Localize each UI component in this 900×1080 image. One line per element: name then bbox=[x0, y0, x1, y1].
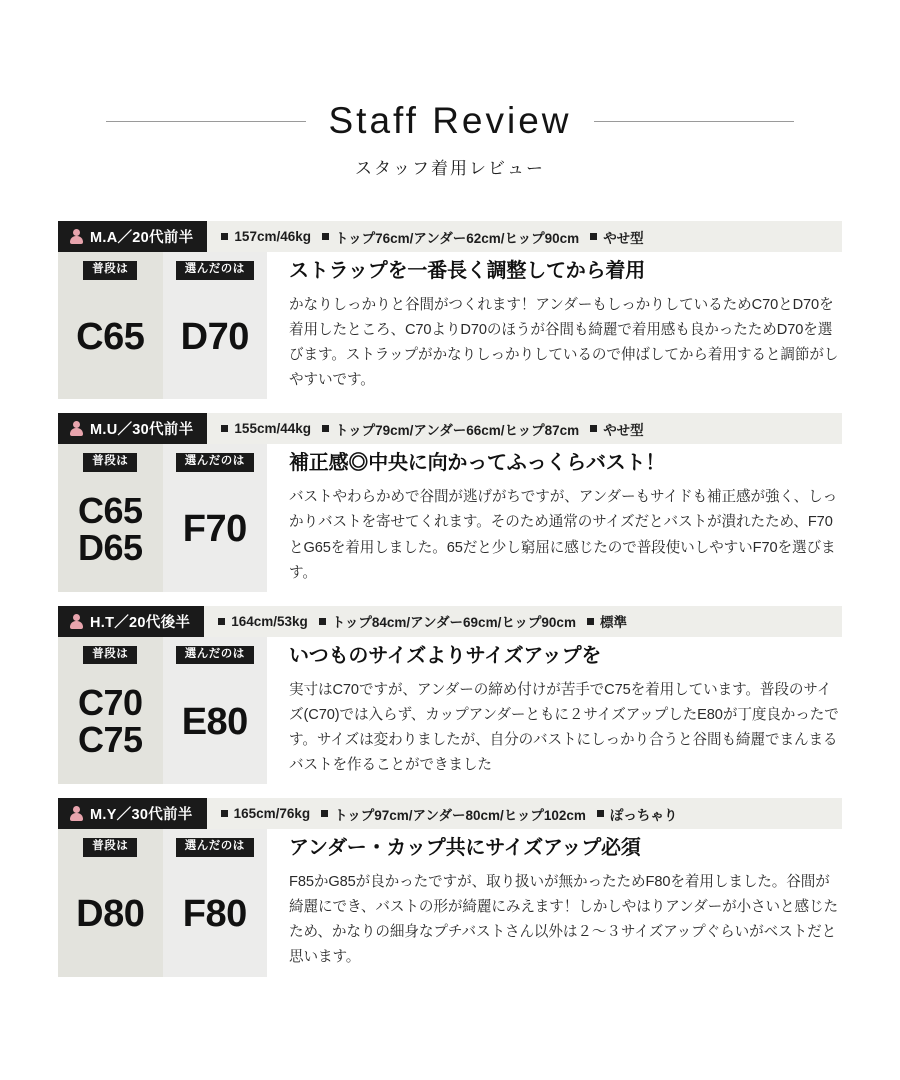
chosen-size-column bbox=[163, 252, 268, 399]
usual-size-column bbox=[58, 444, 163, 591]
title-rule-right bbox=[594, 121, 794, 122]
review-headline: いつものサイズよりサイズアップを bbox=[289, 644, 602, 667]
review-text: バストやわらかめで谷間が逃げがちですが、アンダーもサイドも補正感が強く、しっかりバストを寄せてくれます。そのため通常のサイズだとバストが潰れたため、F70とG65を着用しました。65だと少し窮屈に感じたので普段使いしやすいF70を選びます。 bbox=[289, 489, 838, 581]
chosen-size-column bbox=[163, 829, 268, 976]
reviewer-stat-text: 164cm/53kg bbox=[231, 613, 308, 629]
chosen-size-value: E80 bbox=[181, 700, 248, 743]
usual-size-label: 普段は bbox=[83, 261, 137, 280]
reviewer-name: M.A／20代前半 bbox=[90, 230, 194, 246]
usual-size-value: D80 bbox=[76, 893, 145, 936]
review-meta-bar bbox=[58, 798, 842, 829]
usual-size-label: 普段は bbox=[83, 838, 137, 857]
review-body bbox=[58, 829, 842, 976]
reviewer-name-chip bbox=[58, 606, 204, 637]
review-text-column bbox=[267, 252, 842, 399]
review-meta-bar bbox=[58, 221, 842, 252]
person-icon bbox=[70, 806, 83, 821]
reviewer-stat-text: 155cm/44kg bbox=[234, 421, 311, 437]
reviewer-name: M.U／30代前半 bbox=[90, 422, 194, 439]
reviewer-stat-item bbox=[319, 611, 576, 631]
review-text-column bbox=[267, 637, 842, 784]
chosen-size-value: F70 bbox=[182, 508, 247, 551]
reviewer-stat-item bbox=[597, 804, 678, 824]
page-subtitle: スタッフ着用レビュー bbox=[355, 159, 545, 178]
reviewer-stat-text: トップ79cm/アンダー66cm/ヒップ87cm bbox=[334, 422, 580, 438]
title-rule-left bbox=[106, 121, 306, 122]
reviewer-stats bbox=[207, 221, 842, 252]
review-text: F85かG85が良かったですが、取り扱いが無かったためF80を着用しました。谷間が綺麗にでき、バストの形が綺麗にみえます！しかしやはりアンダーが小さいと感じたため、かなりの細身なプチバストさん以外は２〜３サイズアップぐらいがベストだと思います。 bbox=[289, 874, 839, 966]
reviewer-stat-item bbox=[321, 804, 586, 824]
reviewer-stat-text: トップ76cm/アンダー62cm/ヒップ90cm bbox=[334, 230, 580, 246]
review-meta-bar bbox=[58, 606, 842, 637]
reviewer-stat-text: 標準 bbox=[599, 615, 627, 631]
reviewer-stats bbox=[207, 413, 842, 444]
bullet-square-icon bbox=[321, 810, 328, 817]
reviewer-stats bbox=[207, 798, 842, 829]
person-icon bbox=[70, 229, 83, 244]
bullet-square-icon bbox=[319, 618, 326, 625]
review-body bbox=[58, 252, 842, 399]
reviewer-name-chip bbox=[58, 413, 207, 444]
bullet-square-icon bbox=[221, 425, 228, 432]
review-text-column bbox=[267, 829, 842, 976]
review-list bbox=[58, 221, 842, 977]
reviewer-stat-text: やせ型 bbox=[603, 422, 644, 438]
review-body bbox=[58, 444, 842, 591]
usual-size-label: 普段は bbox=[83, 453, 137, 472]
chosen-size-column bbox=[163, 444, 268, 591]
bullet-square-icon bbox=[590, 425, 597, 432]
person-icon bbox=[70, 421, 83, 436]
usual-size-label: 普段は bbox=[83, 646, 137, 665]
chosen-size-value: F80 bbox=[182, 893, 247, 936]
usual-size-column bbox=[58, 829, 163, 976]
usual-size-value: C70 C75 bbox=[77, 682, 143, 761]
review-text: 実寸はC70ですが、アンダーの締め付けが苦手でC75を着用しています。普段のサイズ(C70)では入らず、カップアンダーともに２サイズアップしたE80が丁度良かったです。サイズは変わりましたが、自分のバストにしっかり合うと谷間も綺麗でまんまるバストを作ることができました bbox=[289, 681, 839, 774]
size-comparison bbox=[58, 444, 267, 591]
reviewer-stat-text: 157cm/46kg bbox=[234, 229, 311, 244]
bullet-square-icon bbox=[590, 233, 597, 240]
usual-size-value: C65 bbox=[76, 316, 145, 359]
chosen-size-column bbox=[163, 637, 268, 784]
chosen-size-label: 選んだのは bbox=[176, 453, 254, 472]
size-comparison bbox=[58, 829, 267, 976]
review-block bbox=[58, 606, 842, 784]
reviewer-name: H.T／20代後半 bbox=[90, 614, 191, 631]
review-meta-bar bbox=[58, 413, 842, 444]
reviewer-stat-text: トップ84cm/アンダー69cm/ヒップ90cm bbox=[331, 615, 576, 631]
bullet-square-icon bbox=[218, 618, 225, 625]
review-block bbox=[58, 221, 842, 399]
size-comparison bbox=[58, 252, 267, 399]
review-text-column bbox=[267, 444, 842, 591]
reviewer-stat-text: トップ97cm/アンダー80cm/ヒップ102cm bbox=[334, 807, 586, 823]
size-comparison bbox=[58, 637, 267, 784]
reviewer-stat-text: 165cm/76kg bbox=[233, 806, 311, 822]
review-body bbox=[58, 637, 842, 784]
bullet-square-icon bbox=[597, 810, 604, 817]
reviewer-stat-item bbox=[221, 806, 311, 821]
reviewer-stat-item bbox=[590, 227, 644, 247]
reviewer-name: M.Y／30代前半 bbox=[90, 807, 193, 824]
usual-size-value: C65 D65 bbox=[77, 490, 143, 568]
bullet-square-icon bbox=[322, 425, 329, 432]
reviewer-stat-text: やせ型 bbox=[603, 230, 644, 246]
review-block bbox=[58, 798, 842, 976]
review-text: かなりしっかりと谷間がつくれます！アンダーもしっかりしているためC70とD70を着用したところ、C70よりD70のほうが谷間も綺麗で着用感も良かったためD70を選びます。ストラップがかなりしっかりしているので伸ばしてから着用すると調節がしやすいです。 bbox=[289, 297, 839, 389]
review-headline: 補正感◎中央に向かってふっくらバスト！ bbox=[289, 452, 666, 475]
bullet-square-icon bbox=[322, 233, 329, 240]
reviewer-stat-item bbox=[221, 421, 311, 436]
review-headline: アンダー・カップ共にサイズアップ必須 bbox=[289, 837, 641, 860]
reviewer-stat-text: ぽっちゃり bbox=[609, 807, 678, 823]
reviewer-stat-item bbox=[218, 614, 308, 629]
bullet-square-icon bbox=[587, 618, 594, 625]
reviewer-stat-item bbox=[322, 419, 579, 439]
usual-size-column bbox=[58, 252, 163, 399]
review-block bbox=[58, 413, 842, 591]
person-icon bbox=[70, 614, 83, 629]
usual-size-column bbox=[58, 637, 163, 784]
review-headline: ストラップを一番長く調整してから着用 bbox=[289, 260, 645, 282]
reviewer-stats bbox=[204, 606, 842, 637]
bullet-square-icon bbox=[221, 233, 228, 240]
title-row bbox=[58, 100, 842, 142]
reviewer-name-chip bbox=[58, 221, 207, 252]
chosen-size-label: 選んだのは bbox=[176, 838, 254, 857]
reviewer-stat-item bbox=[221, 229, 311, 244]
reviewer-stat-item bbox=[587, 611, 627, 631]
reviewer-stat-item bbox=[322, 227, 579, 247]
chosen-size-value: D70 bbox=[180, 316, 249, 359]
reviewer-stat-item bbox=[590, 419, 644, 439]
chosen-size-label: 選んだのは bbox=[176, 646, 254, 665]
page-title: Staff Review bbox=[328, 100, 572, 141]
chosen-size-label: 選んだのは bbox=[176, 261, 254, 280]
bullet-square-icon bbox=[221, 810, 228, 817]
reviewer-name-chip bbox=[58, 798, 207, 829]
page-header bbox=[58, 0, 842, 179]
